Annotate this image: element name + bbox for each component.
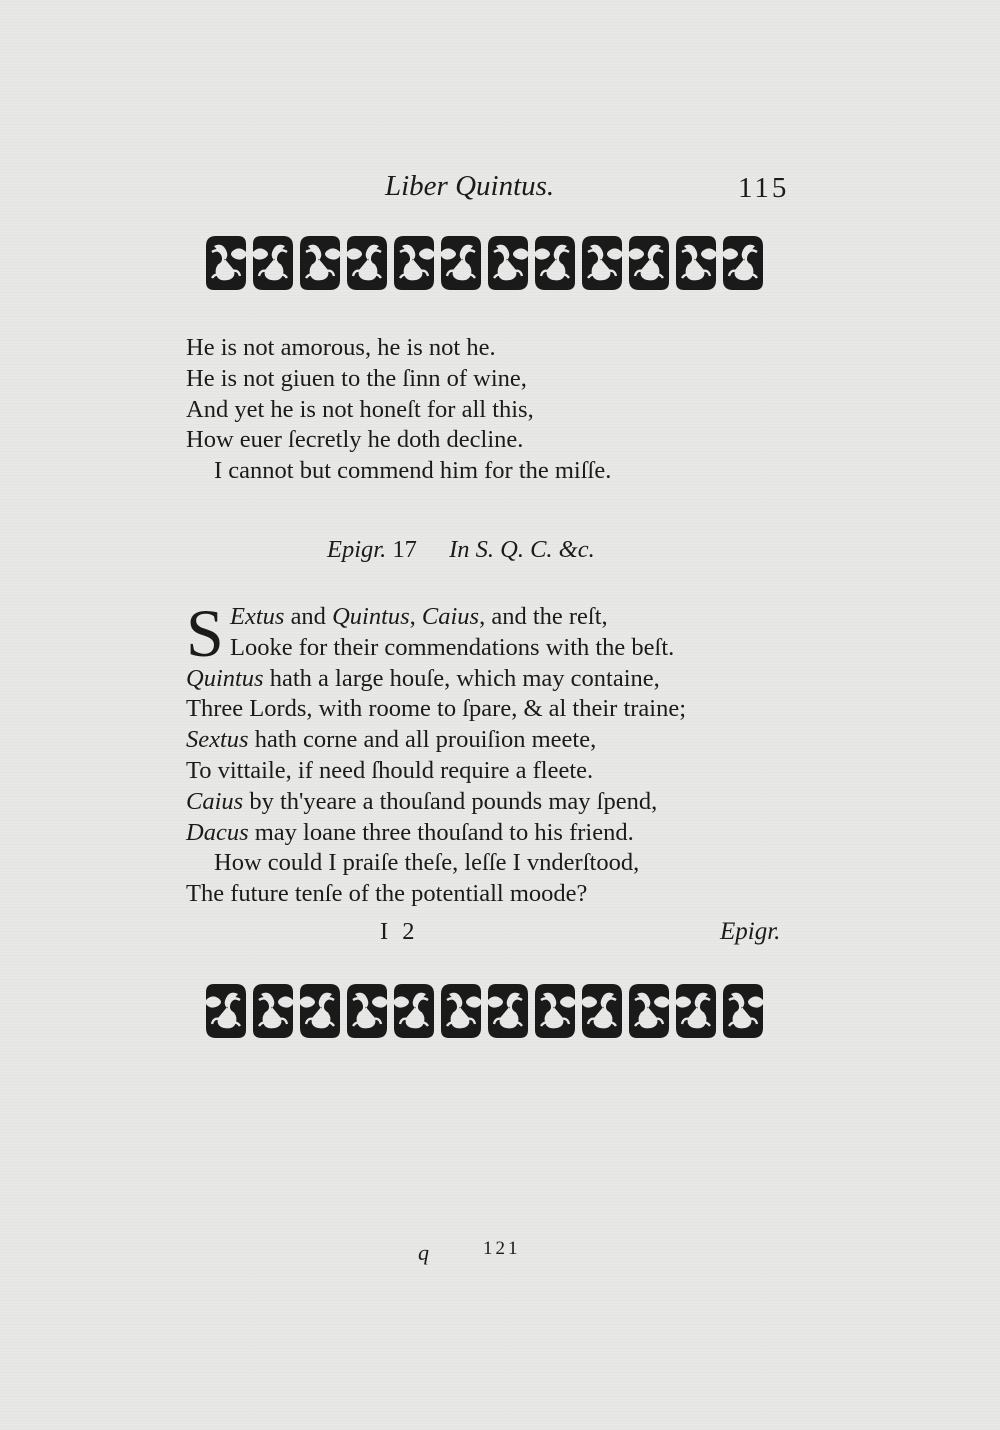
poem-line: I cannot but commend him for the miſſe. xyxy=(214,457,612,485)
ornament-tile xyxy=(676,236,716,290)
footer-mark: q xyxy=(418,1240,429,1265)
ornament-tile xyxy=(441,236,481,290)
poem-line: And yet he is not honeſt for all this, xyxy=(186,395,534,423)
ornament-tile xyxy=(629,236,669,290)
catchword: Epigr. xyxy=(720,918,781,945)
ornament-tile xyxy=(535,236,575,290)
ornament-tile xyxy=(535,984,575,1038)
epigram-17-body xyxy=(186,602,686,910)
signature-mark: I 2 xyxy=(380,918,419,945)
page-number: 115 xyxy=(738,172,790,204)
poem-line: Three Lords, with roome to ſpare, & al their traine; xyxy=(186,695,687,723)
poem-line: How euer ſecretly he doth decline. xyxy=(186,426,524,454)
ornament-tile xyxy=(206,984,246,1038)
ornament-tile xyxy=(394,984,434,1038)
ornament-tile xyxy=(582,236,622,290)
ornament-tile xyxy=(253,984,293,1038)
poem-line: To vittaile, if need ſhould require a fleete. xyxy=(186,756,594,784)
ornament-tile xyxy=(723,984,763,1038)
poem-line: How could I praiſe theſe, leſſe I vnderſtood, xyxy=(214,849,640,877)
bottom-ornament-border xyxy=(200,980,772,1042)
poem-line: Looke for their commendations with the beſt. xyxy=(230,633,675,661)
ornament-tile xyxy=(676,984,716,1038)
poem-line: Extus and Quintus, Caius, and the reſt, xyxy=(230,603,608,630)
poem-line: The future tenſe of the potentiall moode? xyxy=(186,880,588,908)
ornament-tile xyxy=(347,236,387,290)
ornament-tile xyxy=(300,984,340,1038)
ornament-tile xyxy=(488,236,528,290)
epigram-number: 17 xyxy=(392,536,417,563)
ornament-tile xyxy=(629,984,669,1038)
poem-line: Caius by th'yeare a thouſand pounds may ſpend, xyxy=(186,787,658,815)
ornament-tile xyxy=(441,984,481,1038)
ornament-tile xyxy=(347,984,387,1038)
poem-line: He is not amorous, he is not he. xyxy=(186,334,496,361)
ornament-tile xyxy=(723,236,763,290)
ornament-tile xyxy=(300,236,340,290)
footer-page-number: 121 xyxy=(483,1238,521,1259)
poem-line: Sextus hath corne and all prouiſion meete, xyxy=(186,726,597,754)
poem-line: Dacus may loane three thouſand to his friend. xyxy=(186,818,634,846)
epigram-title: In S. Q. C. &c. xyxy=(449,536,595,563)
drop-cap: S xyxy=(186,595,224,671)
ornament-tile xyxy=(582,984,622,1038)
top-ornament-border xyxy=(200,232,772,294)
poem-line: Quintus hath a large houſe, which may containe, xyxy=(186,664,660,692)
poem-line: He is not giuen to the ſinn of wine, xyxy=(186,364,527,392)
ornament-tile xyxy=(206,236,246,290)
running-head: Liber Quintus. xyxy=(385,170,555,202)
epigram-label: Epigr. xyxy=(327,536,387,563)
top-ornament-graphic xyxy=(200,232,772,294)
ornament-tile xyxy=(253,236,293,290)
epigram-16-ending xyxy=(186,333,611,487)
bottom-ornament-graphic xyxy=(200,980,772,1042)
epigram-heading xyxy=(327,536,595,564)
ornament-tile xyxy=(488,984,528,1038)
ornament-tile xyxy=(394,236,434,290)
